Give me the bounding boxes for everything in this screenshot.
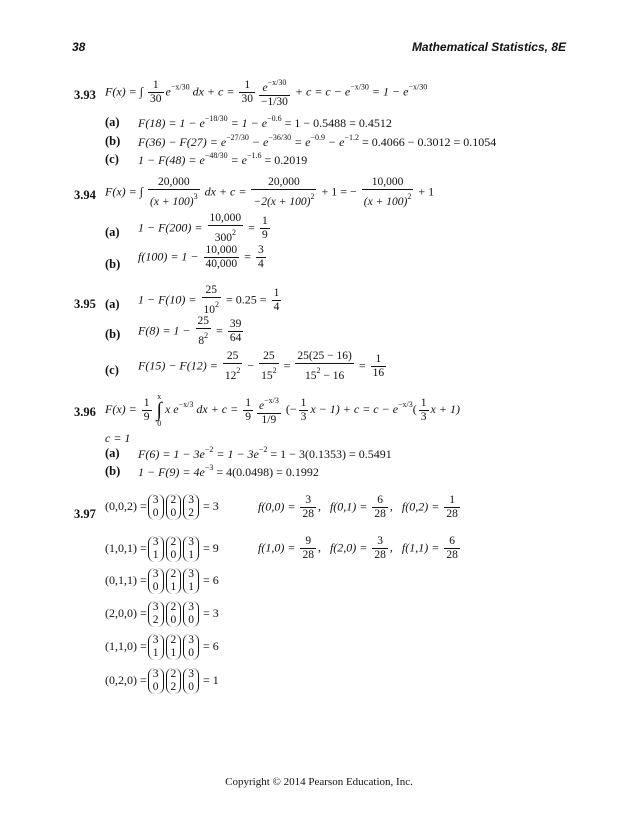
page-number: 38 [72, 40, 86, 54]
binomial-coefficient: 2 0 [166, 494, 182, 520]
eq-3-94-a: 1 − F(200) = $\frac{10,000}{300^2}$ = $\frac{1}{9}$ [138, 212, 268, 244]
binomial-row-result: = 6 [200, 638, 219, 653]
binomial-coefficient: 2 1 [166, 634, 182, 660]
label-3-96-b: (b) [105, 464, 121, 478]
problem-number-3-94: 3.94 [74, 188, 96, 202]
binomial-coefficient: 3 1 [148, 536, 164, 562]
binomial-coefficient: 3 1 [183, 536, 199, 562]
eq-3-96-c: c = 1 [105, 431, 131, 445]
binomial-coefficient: 3 0 [183, 634, 199, 660]
problem-number-3-95: 3.95 [74, 297, 96, 311]
binomial-row-result: = 6 [200, 572, 219, 587]
binomial-coefficient: 3 1 [148, 634, 164, 660]
binomial-row [105, 536, 219, 562]
label-3-93-a: (a) [105, 115, 120, 129]
binomial-coefficient: 3 2 [148, 601, 164, 627]
problem-number-3-97: 3.97 [74, 507, 96, 521]
probability-fraction: $\frac{9}{28}$ [302, 535, 314, 561]
binomial-coefficient: 2 0 [166, 536, 182, 562]
eq-3-96-b: $1 - F(9) = 4e^{-3} = 4(0.0498) = 0.1992$ [138, 463, 319, 479]
eq-3-95-c: F(15) − F(12) = $\frac{25}{12^2}$ − $\frac{25}{15^2}$ = $\frac{25(25 - 16)}{15^2 - 16}$ = $\frac{1}{16}$ [138, 350, 385, 382]
binomial-row-lhs: (0,2,0) = [105, 672, 147, 687]
eq-3-93-main: F(x) = ∫ $\frac{1}{30}$ $e^{-x/30}$ dx + c = $\frac{1}{30}$ $\frac{e^{-x/30}}{-1/30}$ + $c = c - e^{-x/30} = 1 - e^{-x/30}$ [105, 78, 428, 108]
probabilities-row-2: f(1,0) = $\frac{9}{28}$ , f(2,0) = $\frac{3}{28}$ , f(1,1) = $\frac{6}{28}$ [258, 535, 458, 561]
copyright-footer: Copyright © 2014 Pearson Education, Inc. [225, 776, 413, 788]
binomial-row-lhs: (1,0,1) = [105, 540, 147, 555]
binomial-row-result: = 3 [200, 605, 219, 620]
binomial-coefficient: 3 0 [183, 668, 199, 694]
binomial-row [105, 568, 219, 594]
probability-lhs: f(2,0) = [329, 540, 371, 555]
binomial-row-result: = 9 [200, 540, 219, 555]
binomial-row-lhs: (2,0,0) = [105, 605, 147, 620]
binomial-coefficient: 2 1 [166, 568, 182, 594]
binomial-coefficient: 3 0 [183, 601, 199, 627]
eq-3-95-b: F(8) = 1 − $\frac{25}{8^2}$ = $\frac{39}{64}$ [138, 315, 242, 347]
binomial-coefficient: 3 0 [148, 494, 164, 520]
probability-fraction: $\frac{6}{28}$ [374, 494, 386, 520]
eq-3-96-main: F(x) = $\frac{1}{9}$ x ∫ 0 x $e^{-x/3}$ dx + c = $\frac{1}{9}$ $\frac{e^{-x/3}}{1/9}$ (− $\frac{1}{3}$ $x - 1) + c = c - e^{-x/3}$( $\frac{1}{3}$ x + 1) [105, 392, 460, 428]
binomial-coefficient: 2 0 [166, 601, 182, 627]
label-3-93-b: (b) [105, 134, 121, 148]
probability-fraction: $\frac{6}{28}$ [446, 535, 458, 561]
label-3-94-a: (a) [105, 225, 120, 239]
probability-lhs: f(0,0) = [258, 499, 299, 514]
binomial-row-lhs: (1,1,0) = [105, 638, 147, 653]
eq-3-94-b: f(100) = 1 − $\frac{10,000}{40,000}$ = $\frac{3}{4}$ [138, 244, 264, 270]
binomial-row [105, 601, 219, 627]
book-title: Mathematical Statistics, 8E [411, 40, 566, 54]
binomial-coefficient: 3 0 [148, 568, 164, 594]
probabilities-row-1: f(0,0) = $\frac{3}{28}$ , f(0,1) = $\frac{6}{28}$ , f(0,2) = $\frac{1}{28}$ [258, 494, 458, 520]
eq-3-96-a: $F(6) = 1 - 3e^{-2} = 1 - 3e^{-2} = 1 - 3(0.1353) = 0.5491$ [138, 445, 392, 461]
eq-3-94-main: F(x) = ∫ $\frac{20,000}{(x + 100)^3}$ dx + c = $\frac{20,000}{-2(x + 100)^2}$ + 1 = − $\frac{10,000}{(x + 100)^2}$ + 1 [105, 176, 435, 208]
binomial-coefficient: 3 1 [183, 568, 199, 594]
label-3-95-c: (c) [105, 363, 119, 377]
label-3-94-b: (b) [105, 257, 121, 271]
label-3-95-b: (b) [105, 327, 121, 341]
binomial-row-lhs: (0,1,1) = [105, 572, 147, 587]
probability-fraction: $\frac{3}{28}$ [302, 494, 314, 520]
label-3-95-a: (a) [105, 297, 120, 311]
probability-lhs: f(0,2) = [401, 499, 443, 514]
probability-fraction: $\frac{1}{28}$ [446, 494, 458, 520]
probability-lhs: f(0,1) = [329, 499, 371, 514]
binomial-row-result: = 3 [200, 498, 219, 513]
probability-fraction: $\frac{3}{28}$ [374, 535, 386, 561]
eq-3-93-c: $1 - F(48) = e^{-48/30} = e^{-1.6} = 0.2019$ [138, 151, 308, 167]
eq-3-93-b: $F(36) - F(27) = e^{-27/30} - e^{-36/30} = e^{-0.9} - e^{-1.2} = 0.4066 - 0.3012 = 0.1054$ [138, 133, 497, 149]
binomial-coefficient: 3 0 [148, 668, 164, 694]
eq-3-95-a: 1 − F(10) = $\frac{25}{10^2}$ = 0.25 = $\frac{1}{4}$ [138, 284, 280, 316]
problem-number-3-96: 3.96 [74, 405, 96, 419]
binomial-row-lhs: (0,0,2) = [105, 498, 147, 513]
binomial-row-result: = 1 [200, 672, 219, 687]
binomial-coefficient: 3 2 [183, 494, 199, 520]
probability-lhs: f(1,1) = [401, 540, 443, 555]
label-3-96-a: (a) [105, 446, 120, 460]
binomial-row [105, 494, 219, 520]
label-3-93-c: (c) [105, 152, 119, 166]
binomial-coefficient: 2 2 [166, 668, 182, 694]
binomial-row [105, 668, 219, 694]
binomial-row [105, 634, 219, 660]
probability-lhs: f(1,0) = [258, 540, 299, 555]
eq-3-93-a: $F(18) = 1 - e^{-18/30} = 1 - e^{-0.6} = 1 - 0.5488 = 0.4512$ [138, 114, 392, 130]
problem-number-3-93: 3.93 [74, 88, 96, 102]
